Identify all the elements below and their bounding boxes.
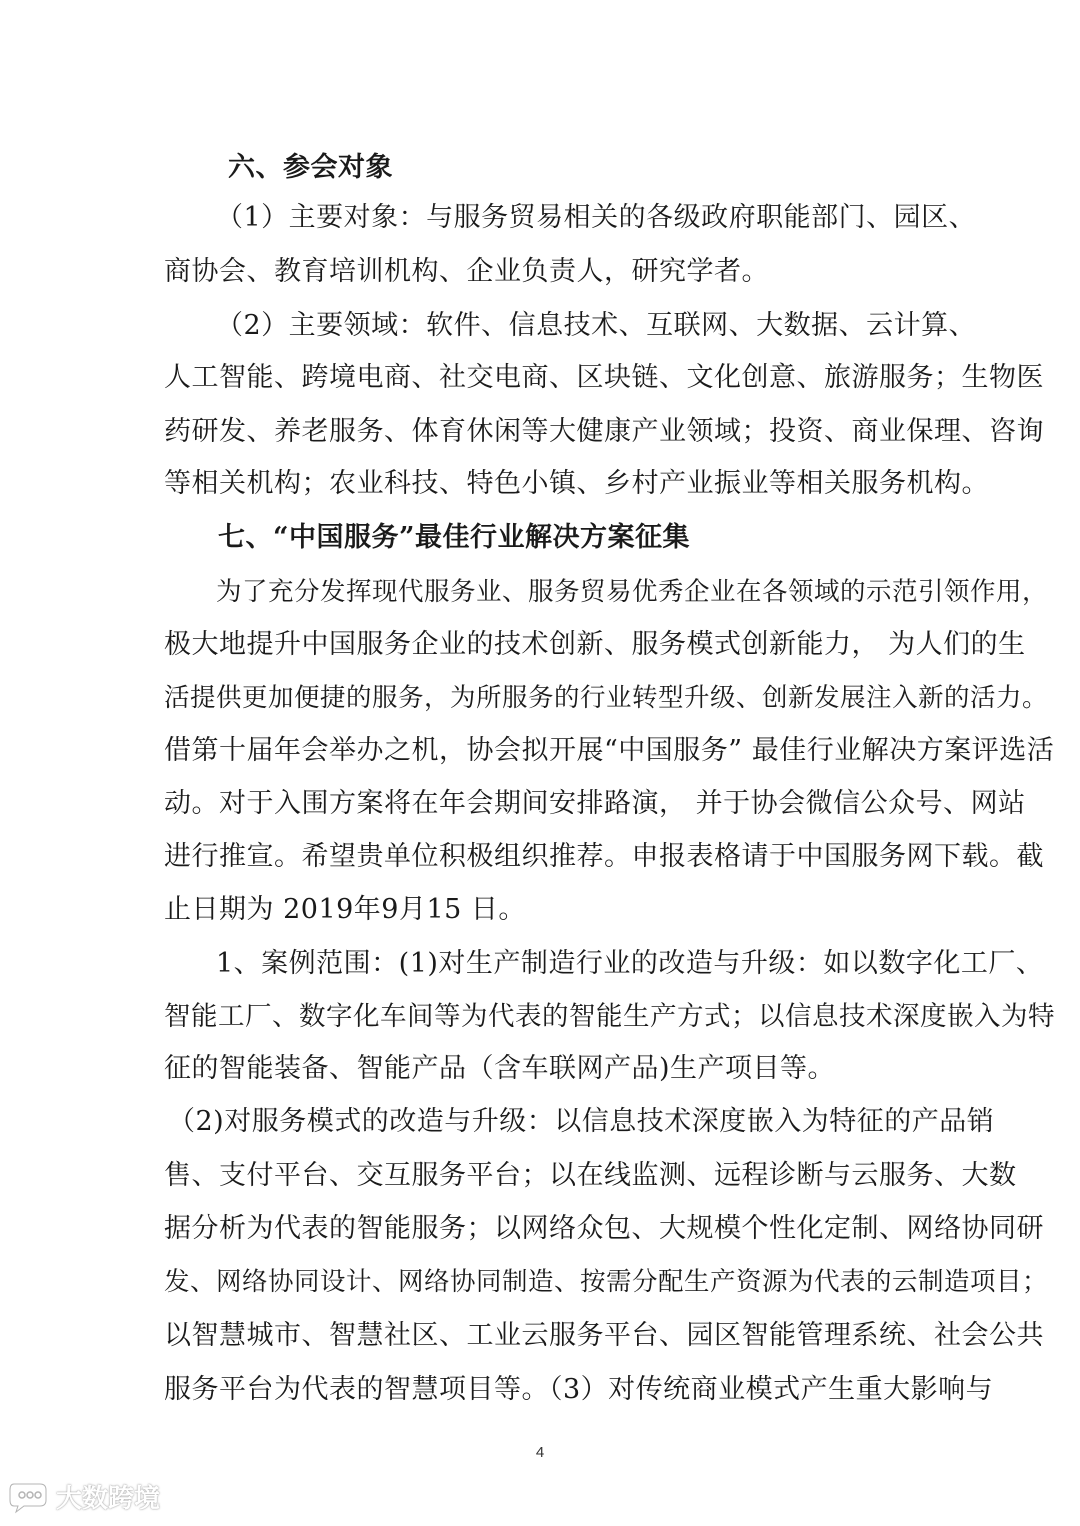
- page-number: 4: [535, 1444, 545, 1461]
- paragraph-line: 商协会、教育培训机构、企业负责人，研究学者。: [164, 256, 769, 287]
- paragraph-line: 据分析为代表的智能服务；以网络众包、大规模个性化定制、网络协同研: [164, 1213, 1044, 1244]
- paragraph-line: 借第十届年会举办之机，协会拟开展“中国服务” 最佳行业解决方案评选活: [164, 735, 1055, 766]
- paragraph-line: 药研发、养老服务、体育休闲等大健康产业领域；投资、商业保理、咨询: [164, 416, 1044, 447]
- paragraph-line: （2）主要领域：软件、信息技术、互联网、大数据、云计算、: [216, 310, 977, 341]
- paragraph-line: （2)对服务模式的改造与升级：以信息技术深度嵌入为特征的产品销: [168, 1106, 995, 1137]
- paragraph-line: 征的智能装备、智能产品（含车联网产品)生产项目等。: [164, 1053, 836, 1084]
- paragraph-line: 极大地提升中国服务企业的技术创新、服务模式创新能力， 为人们的生: [164, 629, 1026, 660]
- paragraph-line: （1）主要对象：与服务贸易相关的各级政府职能部门、园区、: [216, 202, 977, 233]
- watermark: [8, 1478, 160, 1515]
- paragraph-line: 为了充分发挥现代服务业、服务贸易优秀企业在各领域的示范引领作用，: [216, 577, 1049, 607]
- paragraph-line: 等相关机构；农业科技、特色小镇、乡村产业振业等相关服务机构。: [164, 468, 989, 499]
- watermark-text: 大数跨境: [56, 1484, 161, 1514]
- paragraph-line: 人工智能、跨境电商、社交电商、区块链、文化创意、旅游服务；生物医: [164, 362, 1044, 393]
- paragraph-line: 发、网络协同设计、网络协同制造、按需分配生产资源为代表的云制造项目；: [164, 1267, 1049, 1297]
- paragraph-line: 服务平台为代表的智慧项目等。（3）对传统商业模式产生重大影响与: [164, 1374, 994, 1405]
- section-heading-6: 六、参会对象: [228, 152, 393, 183]
- paragraph-line: 智能工厂、数字化车间等为代表的智能生产方式；以信息技术深度嵌入为特: [164, 1001, 1055, 1032]
- paragraph-line: 止日期为 2019年9月15 日。: [164, 894, 526, 925]
- paragraph-line: 活提供更加便捷的服务，为所服务的行业转型升级、创新发展注入新的活力。: [164, 683, 1049, 713]
- chat-bubble-logo-icon: [8, 1480, 52, 1514]
- paragraph-line: 1、案例范围：(1)对生产制造行业的改造与升级：如以数字化工厂、: [216, 948, 1044, 979]
- paragraph-line: 进行推宣。希望贵单位积极组织推荐。申报表格请于中国服务网下载。截: [164, 841, 1044, 872]
- paragraph-line: 以智慧城市、智慧社区、工业云服务平台、园区智能管理系统、社会公共: [164, 1320, 1044, 1351]
- paragraph-line: 动。对于入围方案将在年会期间安排路演， 并于协会微信公众号、网站: [164, 788, 1026, 819]
- section-heading-7: 七、“中国服务”最佳行业解决方案征集: [218, 522, 691, 553]
- paragraph-line: 售、支付平台、交互服务平台；以在线监测、远程诊断与云服务、大数: [164, 1160, 1017, 1191]
